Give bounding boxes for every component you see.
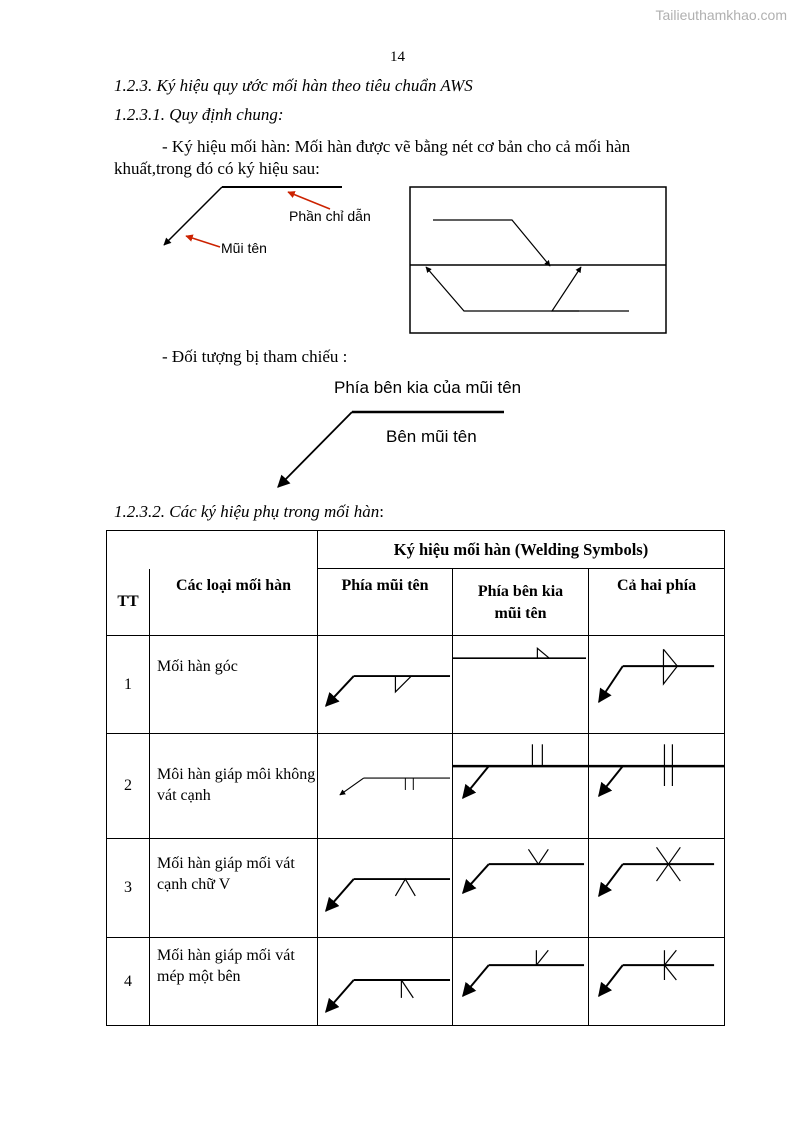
table-header-row-2 [107, 569, 725, 636]
upper-arrow [433, 220, 550, 266]
header-blank [150, 531, 318, 569]
symbol-square-groove-other-side [453, 734, 589, 839]
header-arrow-side: Phía mũi tên [318, 569, 453, 636]
heading-colon: : [379, 502, 384, 521]
figure-reference-sides [270, 405, 510, 490]
paragraph-line-2: khuất,trong đó có ký hiệu sau: [114, 159, 320, 178]
symbol-fillet-arrow-side [318, 636, 453, 734]
symbol-bevel-groove-other-side [453, 938, 589, 1026]
symbol-bevel-groove-arrow-side [318, 938, 453, 1026]
row-weld-name: Mối hàn giáp mối vát cạnh chữ V [150, 839, 318, 938]
label-leader: Phần chỉ dẫn [289, 208, 371, 224]
header-welding-symbols: Ký hiệu mối hàn (Welding Symbols) [318, 531, 725, 569]
leader-pointer-arrow [288, 192, 330, 209]
paragraph-reference-object: - Đối tượng bị tham chiếu : [162, 347, 348, 366]
row-number: 2 [107, 734, 150, 839]
symbol-square-groove-arrow-side [318, 734, 453, 839]
header-other-side: Phía bên kia mũi tên [453, 569, 589, 636]
header-weld-types: Các loại mối hàn [150, 569, 318, 636]
symbol-v-groove-arrow-side [318, 839, 453, 938]
row-number: 3 [107, 839, 150, 938]
table-row [107, 938, 725, 1026]
symbol-v-groove-other-side [453, 839, 589, 938]
label-other-side: Phía bên kia của mũi tên [334, 378, 522, 397]
symbol-bevel-groove-both-sides [589, 938, 725, 1026]
row-weld-name: Môi hàn giáp môi không vát cạnh [150, 734, 318, 839]
row-number: 4 [107, 938, 150, 1026]
paragraph-line-1: - Ký hiệu mối hàn: Mối hàn được vẽ bằng nét cơ bản cho cả mối hàn [162, 137, 631, 156]
header-blank [107, 531, 150, 569]
section-heading-1-2-3-2 [114, 502, 384, 522]
header-both-sides: Cả hai phía [589, 569, 725, 636]
watermark: Tailieuthamkhao.com [655, 7, 787, 23]
page-number: 14 [390, 49, 405, 65]
label-arrow-side: Bên mũi tên [386, 427, 477, 446]
arrow-pointer-arrow [186, 236, 220, 247]
header-tt: TT [107, 569, 150, 636]
figure-boxed-arrows [409, 186, 669, 336]
welding-symbols-table [106, 530, 725, 1026]
symbol-fillet-both-sides [589, 636, 725, 734]
table-row [107, 839, 725, 938]
row-weld-name: Mối hàn giáp mối vát mép một bên [150, 938, 318, 1026]
row-number: 1 [107, 636, 150, 734]
arrow-line [164, 187, 222, 245]
figure-leader-arrow-sketch [150, 180, 400, 270]
arrow-line [278, 412, 352, 487]
section-heading-1-2-3-1: 1.2.3.1. Quy định chung: [114, 105, 284, 124]
table-row [107, 636, 725, 734]
section-heading-1-2-3: 1.2.3. Ký hiệu quy ước mối hàn theo tiêu chuẩn AWS [114, 76, 473, 95]
label-arrow: Mũi tên [221, 240, 267, 256]
table-row [107, 734, 725, 839]
table-header-row-1 [107, 531, 725, 569]
symbol-v-groove-both-sides [589, 839, 725, 938]
heading-text: 1.2.3.2. Các ký hiệu phụ trong mối hàn [114, 502, 380, 521]
symbol-fillet-other-side [453, 636, 589, 734]
row-weld-name: Mối hàn góc [150, 636, 318, 734]
symbol-square-groove-both-sides [589, 734, 725, 839]
lower-right-arrow [552, 267, 629, 311]
